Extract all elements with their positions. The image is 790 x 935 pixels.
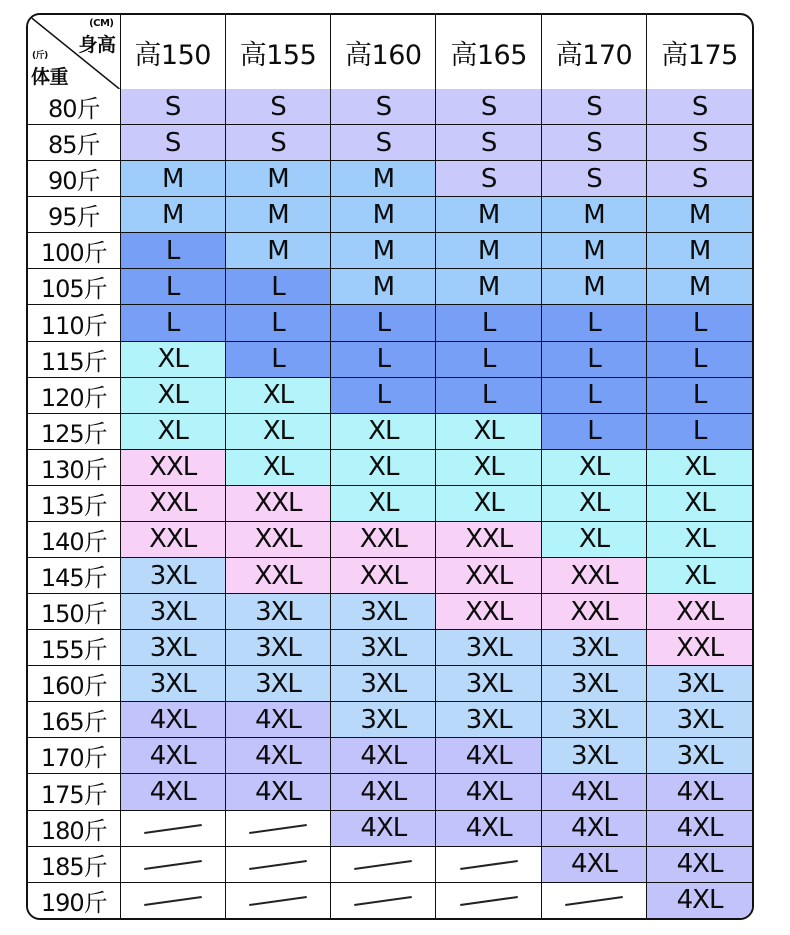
size-cell: L [331,305,436,341]
weight-label-cell: 145斤 [28,558,120,594]
dash-line [460,860,518,870]
size-cell: XXL [120,485,225,521]
size-cell: 3XL [331,666,436,702]
size-cell: L [647,341,752,377]
corner-cell [28,15,120,89]
size-cell: 4XL [331,738,436,774]
size-cell: S [436,161,541,197]
not-available-cell [120,810,225,846]
weight-label-cell: 90斤 [28,161,120,197]
size-cell: S [541,125,646,161]
dash-line [249,896,307,906]
size-cell: M [541,197,646,233]
weight-label-cell: 175斤 [28,774,120,810]
table-row [28,630,752,666]
not-available-cell [225,810,330,846]
weight-label-cell: 170斤 [28,738,120,774]
table-row [28,161,752,197]
not-available-cell [436,882,541,918]
size-cell: M [647,197,752,233]
table-row [28,594,752,630]
table-row [28,449,752,485]
size-cell: 3XL [647,702,752,738]
size-cell: 4XL [647,774,752,810]
size-cell: 4XL [541,846,646,882]
size-cell: S [120,89,225,125]
weight-label-cell: 110斤 [28,305,120,341]
not-available-cell [120,846,225,882]
size-cell: 3XL [647,666,752,702]
size-cell: XXL [225,558,330,594]
size-cell: XXL [541,558,646,594]
weight-label-cell: 185斤 [28,846,120,882]
size-cell: XXL [541,594,646,630]
size-cell: 4XL [647,810,752,846]
table-row [28,197,752,233]
size-cell: L [647,305,752,341]
height-header: 高175 [647,15,752,89]
size-cell: 3XL [120,594,225,630]
not-available-cell [331,882,436,918]
size-cell: 4XL [120,738,225,774]
size-cell: L [120,305,225,341]
size-cell: S [647,125,752,161]
dash-line [249,860,307,870]
size-cell: 3XL [120,666,225,702]
size-cell: L [331,341,436,377]
size-cell: XL [331,485,436,521]
size-cell: XXL [225,521,330,557]
size-cell: 4XL [436,738,541,774]
size-cell: XL [120,377,225,413]
size-cell: 3XL [120,630,225,666]
size-cell: L [541,305,646,341]
size-cell: XXL [647,594,752,630]
size-cell: L [541,341,646,377]
table-row [28,521,752,557]
weight-label-cell: 150斤 [28,594,120,630]
table-row [28,269,752,305]
size-cell: S [541,89,646,125]
size-cell: 3XL [331,702,436,738]
size-cell: 4XL [647,882,752,918]
size-cell: S [647,161,752,197]
size-cell: XL [647,449,752,485]
size-cell: XL [331,449,436,485]
weight-label-cell: 140斤 [28,521,120,557]
size-cell: 4XL [225,774,330,810]
size-cell: XXL [331,558,436,594]
size-cell: M [225,161,330,197]
not-available-cell [436,846,541,882]
size-cell: 4XL [436,810,541,846]
size-cell: M [647,233,752,269]
size-cell: 4XL [331,774,436,810]
size-cell: S [331,89,436,125]
not-available-cell [331,846,436,882]
size-cell: XL [225,449,330,485]
table-row [28,413,752,449]
table-row [28,485,752,521]
table-row [28,233,752,269]
size-cell: M [120,197,225,233]
weight-label-cell: 160斤 [28,666,120,702]
height-unit: (CM) [89,18,114,29]
size-cell: M [331,161,436,197]
size-cell: S [120,125,225,161]
size-cell: M [120,161,225,197]
size-cell: M [541,233,646,269]
weight-label-cell: 165斤 [28,702,120,738]
weight-label-cell: 85斤 [28,125,120,161]
dash-line [249,824,307,834]
size-cell: L [436,341,541,377]
size-cell: 3XL [120,558,225,594]
size-cell: XL [120,341,225,377]
dash-line [354,860,412,870]
size-cell: M [647,269,752,305]
size-cell: 3XL [541,666,646,702]
size-cell: XXL [647,630,752,666]
weight-label-cell: 125斤 [28,413,120,449]
table-row [28,846,752,882]
weight-label-cell: 180斤 [28,810,120,846]
size-cell: L [225,305,330,341]
size-cell: L [541,413,646,449]
weight-label-cell: 135斤 [28,485,120,521]
size-cell: XL [225,377,330,413]
size-table [28,15,752,918]
not-available-cell [541,882,646,918]
weight-label-cell: 105斤 [28,269,120,305]
size-cell: L [225,341,330,377]
size-cell: 3XL [436,702,541,738]
size-cell: 4XL [647,846,752,882]
weight-label-cell: 80斤 [28,89,120,125]
size-cell: 3XL [436,666,541,702]
size-cell: XL [120,413,225,449]
size-cell: 3XL [436,630,541,666]
not-available-cell [225,846,330,882]
size-cell: L [647,413,752,449]
size-cell: XL [225,413,330,449]
size-cell: S [225,89,330,125]
size-cell: 4XL [225,738,330,774]
table-row [28,738,752,774]
table-row [28,125,752,161]
size-cell: 4XL [120,702,225,738]
height-header: 高150 [120,15,225,89]
size-cell: XL [541,521,646,557]
size-cell: 4XL [225,702,330,738]
weight-label: 体重 [31,66,69,88]
dash-line [144,860,202,870]
size-cell: XXL [225,485,330,521]
table-row [28,305,752,341]
size-cell: M [225,233,330,269]
size-cell: M [436,197,541,233]
size-cell: XL [647,521,752,557]
size-chart [26,13,754,920]
size-cell: S [436,125,541,161]
size-cell: XL [331,413,436,449]
height-header: 高160 [331,15,436,89]
table-row [28,377,752,413]
weight-unit: (斤) [32,51,48,61]
size-cell: XL [541,485,646,521]
size-cell: XXL [120,521,225,557]
weight-label-cell: 120斤 [28,377,120,413]
size-cell: L [647,377,752,413]
height-label: 身高 [78,34,116,56]
weight-label-cell: 130斤 [28,449,120,485]
table-row [28,882,752,918]
size-cell: M [541,269,646,305]
size-cell: L [120,269,225,305]
size-cell: L [436,305,541,341]
size-cell: L [331,377,436,413]
dash-line [144,824,202,834]
height-header: 高170 [541,15,646,89]
table-row [28,89,752,125]
size-cell: 4XL [541,774,646,810]
table-row [28,666,752,702]
weight-label-cell: 100斤 [28,233,120,269]
size-cell: XXL [436,558,541,594]
size-cell: 3XL [541,630,646,666]
size-cell: M [331,233,436,269]
size-table-body [28,89,752,918]
table-row [28,341,752,377]
size-cell: L [225,269,330,305]
not-available-cell [120,882,225,918]
size-cell: 4XL [331,810,436,846]
size-cell: M [436,233,541,269]
size-cell: XXL [120,449,225,485]
dash-line [354,896,412,906]
weight-label-cell: 115斤 [28,341,120,377]
size-cell: 3XL [647,738,752,774]
size-cell: 3XL [225,666,330,702]
size-cell: 3XL [541,702,646,738]
size-cell: S [331,125,436,161]
not-available-cell [225,882,330,918]
size-cell: XXL [436,521,541,557]
table-row [28,810,752,846]
size-cell: 3XL [225,594,330,630]
size-cell: S [541,161,646,197]
size-cell: XL [541,449,646,485]
weight-label-cell: 155斤 [28,630,120,666]
size-cell: XL [647,485,752,521]
size-cell: XL [436,413,541,449]
weight-label-cell: 95斤 [28,197,120,233]
size-cell: M [225,197,330,233]
size-cell: 3XL [331,594,436,630]
size-cell: XL [436,485,541,521]
height-header: 高165 [436,15,541,89]
table-row [28,774,752,810]
size-cell: 3XL [225,630,330,666]
size-cell: S [225,125,330,161]
size-cell: L [436,377,541,413]
size-cell: 3XL [331,630,436,666]
size-cell: 4XL [120,774,225,810]
size-cell: S [647,89,752,125]
header-row [28,15,752,89]
size-cell: XXL [436,594,541,630]
height-header: 高155 [225,15,330,89]
size-cell: L [120,233,225,269]
dash-line [460,896,518,906]
size-cell: S [436,89,541,125]
size-cell: XL [436,449,541,485]
size-cell: L [541,377,646,413]
dash-line [565,896,623,906]
size-cell: 4XL [541,810,646,846]
table-row [28,702,752,738]
dash-line [144,896,202,906]
size-cell: 4XL [436,774,541,810]
weight-label-cell: 190斤 [28,882,120,918]
size-cell: M [331,197,436,233]
size-cell: 3XL [541,738,646,774]
size-cell: XL [647,558,752,594]
size-cell: M [331,269,436,305]
size-cell: M [436,269,541,305]
size-cell: XXL [331,521,436,557]
table-row [28,558,752,594]
